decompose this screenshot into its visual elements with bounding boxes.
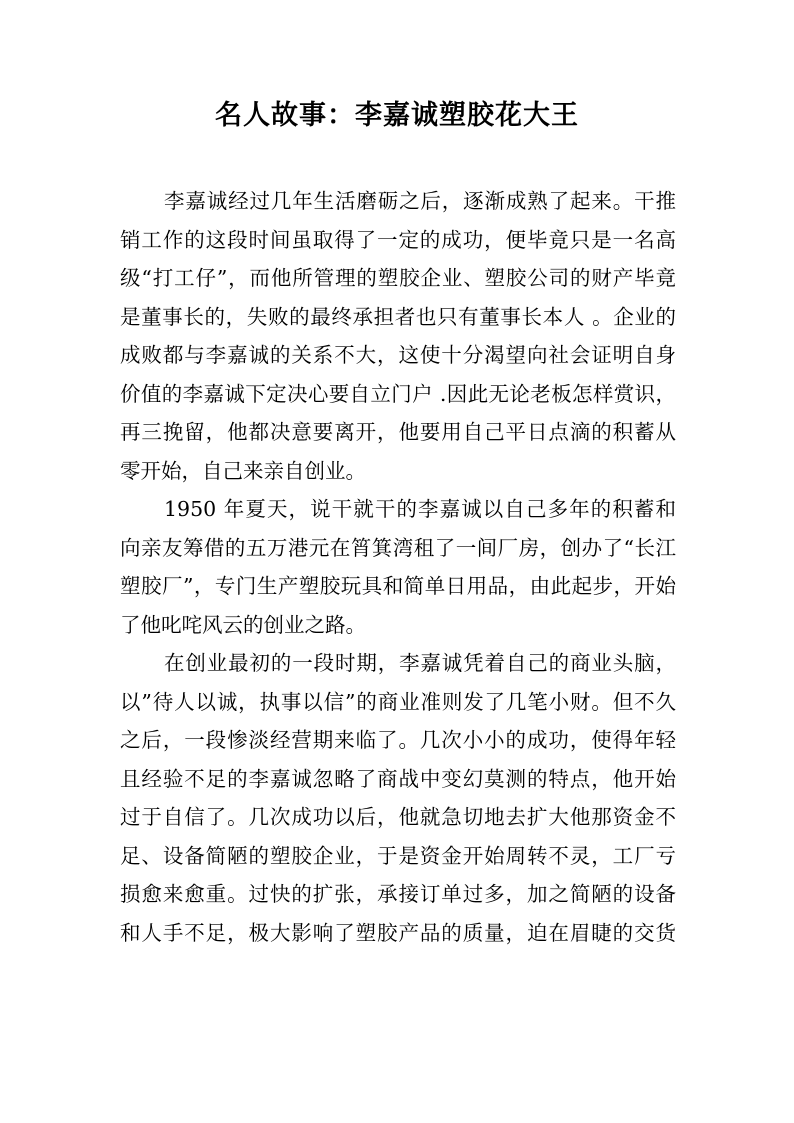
text-line: 是董事长的，失败的最终承担者也只有董事长本人 。企业的 [120, 304, 676, 329]
document-title: 名人故事：李嘉诚塑胶花大王 [215, 100, 579, 131]
text-line: 足、设备简陋的塑胶企业，于是资金开始周转不灵，工厂亏 [120, 843, 676, 868]
text-line: 成败都与李嘉诚的关系不大，这使十分渴望向社会证明自身 [120, 343, 676, 367]
text-line: 级“打工仔”，而他所管理的塑胶企业、塑胶公司的财产毕竟 [120, 266, 676, 290]
text-line: 之后，一段惨淡经营期来临了。几次小小的成功，使得年轻 [120, 728, 676, 752]
text-line: 1950 年夏天，说干就干的李嘉诚以自己多年的积蓄和 [164, 497, 676, 521]
text-line: 以”待人以诚，执事以信”的商业准则发了几笔小财。但不久 [120, 689, 676, 714]
paragraph [120, 182, 676, 490]
text-line: 在创业最初的一段时期，李嘉诚凭着自己的商业头脑， [164, 651, 676, 675]
text-line: 李嘉诚经过几年生活磨砺之后，逐渐成熟了起来。干推 [164, 189, 676, 213]
paragraph [120, 644, 676, 952]
paragraph [120, 490, 676, 644]
text-line: 零开始，自己来亲自创业。 [120, 458, 366, 483]
text-line: 和人手不足，极大影响了塑胶产品的质量，迫在眉睫的交货 [120, 920, 676, 945]
text-line: 向亲友筹借的五万港元在筲箕湾租了一间厂房，创办了“长江 [120, 535, 676, 560]
text-line: 销工作的这段时间虽取得了一定的成功，便毕竟只是一名高 [120, 227, 676, 252]
text-line: 再三挽留，他都决意要离开，他要用自己平日点滴的积蓄从 [120, 420, 676, 444]
text-line: 价值的李嘉诚下定决心要自立门户 .因此无论老板怎样赏识， [120, 381, 676, 406]
text-line: 且经验不足的李嘉诚忽略了商战中变幻莫测的特点，他开始 [120, 766, 676, 791]
document-body [120, 182, 676, 952]
text-line: 损愈来愈重。过快的扩张，承接订单过多，加之简陋的设备 [120, 882, 676, 906]
text-line: 过于自信了。几次成功以后，他就急切地去扩大他那资金不 [120, 805, 676, 829]
text-line: 了他叱咤风云的创业之路。 [120, 612, 366, 637]
text-line: 塑胶厂”，专门生产塑胶玩具和简单日用品，由此起步，开始 [120, 574, 676, 598]
